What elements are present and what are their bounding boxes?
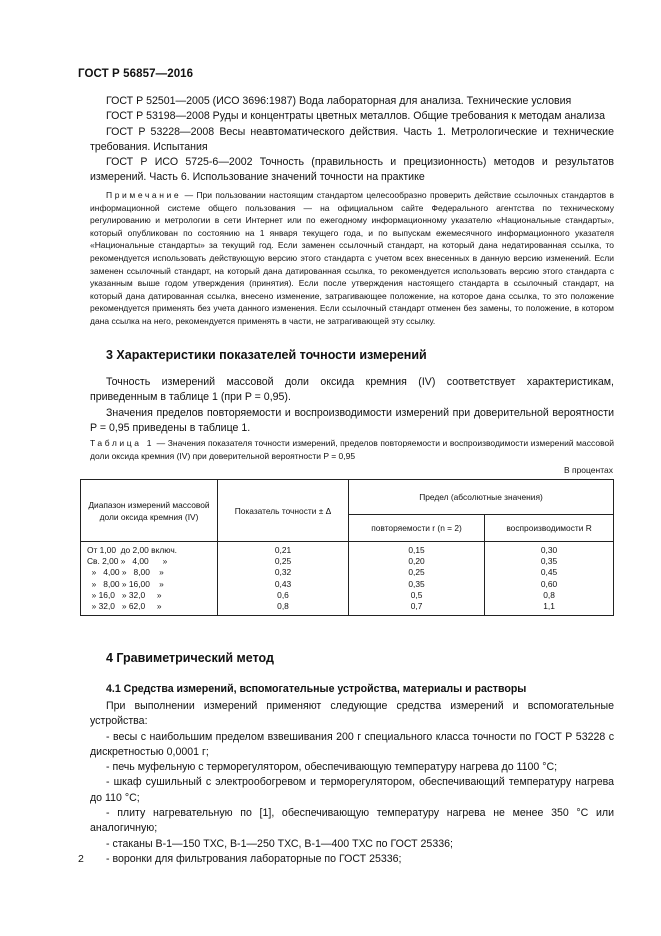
cell-repeatability: 0,25 [349,567,485,578]
normative-references [90,94,614,186]
paragraph: Точность измерений массовой доли оксида кремния (IV) соответствует характеристикам, приведенным в таблице 1 (при P = 0,95). [90,376,614,404]
cell-accuracy: 0,21 [218,542,349,557]
paragraph: При выполнении измерений применяют следующие средства измерений и вспомогательные устройства: [90,700,614,728]
document-header: ГОСТ Р 56857—2016 [78,68,194,80]
cell-repeatability: 0,35 [349,579,485,590]
table-row [81,556,614,567]
list-item: - весы с наибольшим пределом взвешивания 200 г специального класса точности по ГОСТ Р 53228 с дискретностью 0,0001 г; [90,730,614,758]
reference-item: ГОСТ Р 53198—2008 Руды и концентраты цветных металлов. Общие требования к методам анализа [106,110,605,123]
header-limit: Предел (абсолютные значения) [349,480,614,515]
reference-item: ГОСТ Р 52501—2005 (ИСО 3696:1987) Вода лабораторная для анализа. Технические условия [106,95,572,107]
cell-repeatability: 0,7 [349,601,485,616]
section-4-body [90,699,614,867]
list-item: - стаканы В-1—150 ТХС, В-1—250 ТХС, В-1—400 ТХС по ГОСТ 25336; [106,837,453,850]
section-3-heading: 3 Характеристики показателей точности измерений [106,348,427,362]
table-1-caption-text: — Значения показателя точности измерений, пределов повторяемости и воспроизводимости измерений массовой доли оксида кремния (IV) при доверительной вероятности P = 0,95 [90,438,614,461]
note-label: Примечание [106,190,182,200]
cell-range: » 4,00 » 8,00 » [81,567,218,578]
cell-reproducibility: 0,30 [485,542,614,557]
cell-accuracy: 0,25 [218,556,349,567]
table-row [81,601,614,616]
list-item: - печь муфельную с терморегулятором, обеспечивающую температуру нагрева до 1100 °С; [106,761,558,774]
paragraph: Значения пределов повторяемости и воспроизводимости измерений при доверительной вероятности P = 0,95 приведены в таблице 1. [90,406,614,434]
cell-range: » 8,00 » 16,00 » [81,579,218,590]
cell-accuracy: 0,6 [218,590,349,601]
cell-accuracy: 0,32 [218,567,349,578]
list-item: - шкаф сушильный с электрообогревом и терморегулятором, обеспечивающий температуру нагрева до 110 °С; [90,776,614,804]
cell-reproducibility: 1,1 [485,601,614,616]
table-1-label: Таблица 1 [90,438,155,448]
references-note [90,189,614,328]
cell-reproducibility: 0,35 [485,556,614,567]
section-4-heading: 4 Гравиметрический метод [106,651,274,665]
cell-reproducibility: 0,45 [485,567,614,578]
table-row [81,590,614,601]
cell-repeatability: 0,15 [349,542,485,557]
header-range: Диапазон измерений массовой доли оксида кремния (IV) [81,480,218,542]
cell-reproducibility: 0,8 [485,590,614,601]
cell-accuracy: 0,43 [218,579,349,590]
header-reproducibility: воспроизводимости R [485,515,614,542]
cell-accuracy: 0,8 [218,601,349,616]
list-item: - плиту нагревательную по [1], обеспечивающую температуру нагрева не менее 350 °С или аналогичную; [90,807,614,835]
reference-item: ГОСТ Р 53228—2008 Весы неавтоматического действия. Часть 1. Метрологические и технические требования. Испытания [90,125,614,153]
header-repeatability: повторяемости r (n = 2) [349,515,485,542]
table-row [81,567,614,578]
cell-reproducibility: 0,60 [485,579,614,590]
table-row [81,579,614,590]
cell-repeatability: 0,20 [349,556,485,567]
list-item: - воронки для фильтрования лабораторные по ГОСТ 25336; [106,852,402,865]
page-number: 2 [78,853,84,865]
cell-range: Св. 2,00 » 4,00 » [81,556,218,567]
table-1-caption [90,437,614,462]
reference-item: ГОСТ Р ИСО 5725-6—2002 Точность (правильность и прецизионность) методов и результатов измерений. Часть 6. Использование значений точности на практике [90,156,614,184]
cell-range: » 32,0 » 62,0 » [81,601,218,616]
table-1 [80,479,614,616]
cell-range: » 16,0 » 32,0 » [81,590,218,601]
table-1-unit: В процентах [563,465,613,475]
cell-repeatability: 0,5 [349,590,485,601]
note-text: — При пользовании настоящим стандартом целесообразно проверить действие ссылочных стандартов в информационной системе общего пользования — на официальном сайте Федерального агентства по техническому регулированию и метрологии в сети Интернет или по ежегодному информационному указателю «Национальные стандарты», который опубликован по состоянию на 1 января текущего года, и по выпускам ежемесячного информационного указателя «Национальные стандарты» за текущий год. Если заменен ссылочный стандарт, на который дана недатированная ссылка, то рекомендуется использовать действующую версию этого стандарта с учетом всех внесенных в данную версию изменений. Если заменен ссылочный стандарт, на который дана датированная ссылка, то рекомендуется использовать версию этого стандарта с указанным выше годом утверждения (принятия). Если после утверждения настоящего стандарта в ссылочный стандарт, на который дана датированная ссылка, внесено изменение, затрагивающее положение, на которое дана ссылка, то это положение рекомендуется применять без учета данного изменения. Если ссылочный стандарт отменен без замены, то положение, в котором дана ссылка на него, рекомендуется применять в части, не затрагивающей эту ссылку. [90,190,614,326]
table-row [81,542,614,557]
section-3-body [90,375,614,436]
cell-range: От 1,00 до 2,00 включ. [81,542,218,557]
header-accuracy: Показатель точности ± Δ [218,480,349,542]
subsection-4-1-heading: 4.1 Средства измерений, вспомогательные устройства, материалы и растворы [106,683,527,695]
